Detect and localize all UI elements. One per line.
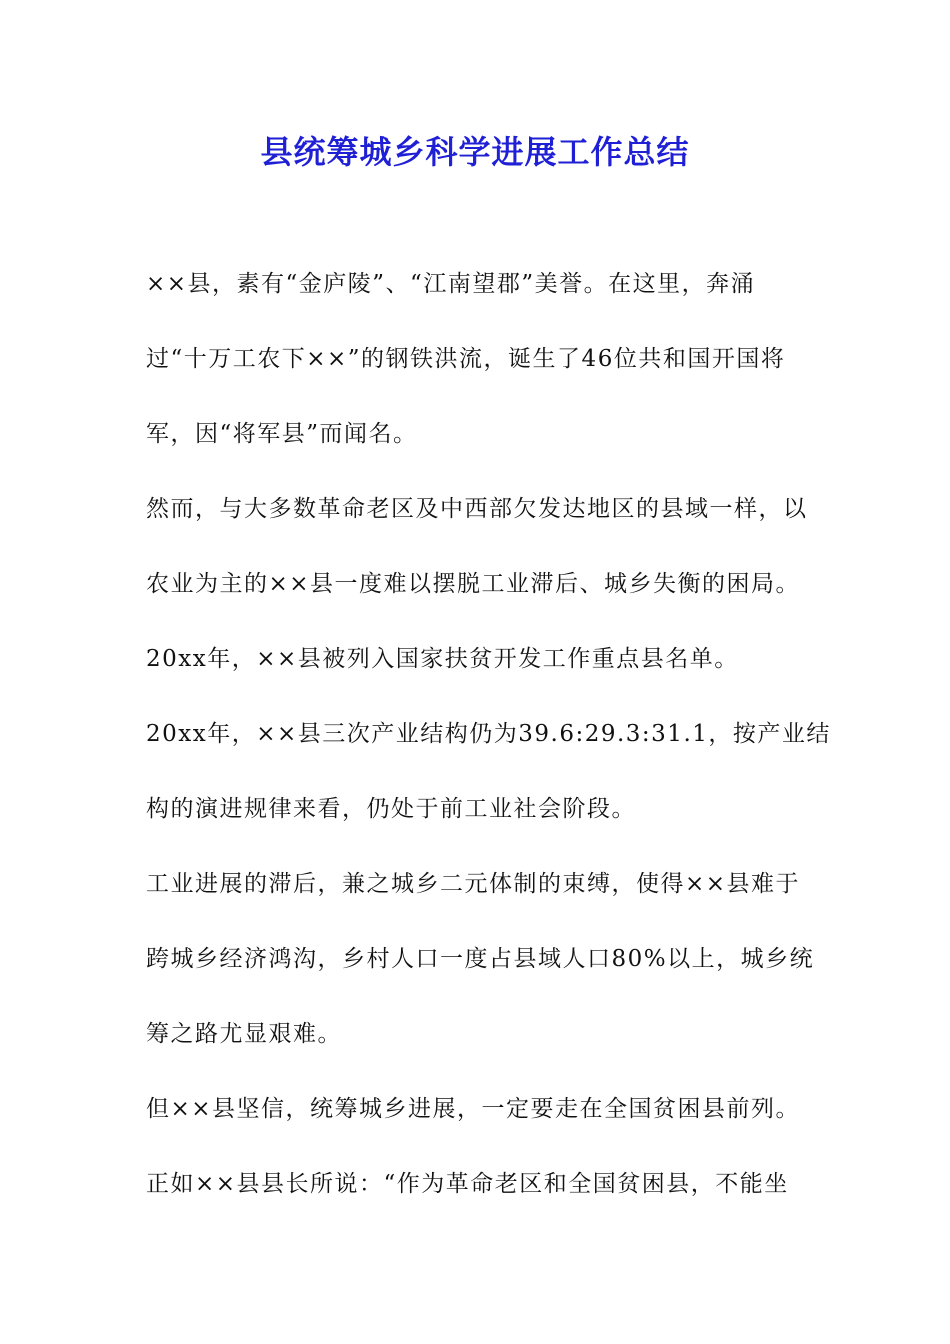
body-line: 军，因“将军县”而闻名。	[146, 421, 418, 447]
body-line: 农业为主的××县一度难以摆脱工业滞后、城乡失衡的困局。	[146, 571, 801, 597]
document-title: 县统筹城乡科学进展工作总结	[260, 133, 690, 171]
body-line: 正如××县县长所说：“作为革命老区和全国贫困县，不能坐	[146, 1171, 789, 1197]
body-line: 构的演进规律来看，仍处于前工业社会阶段。	[146, 796, 636, 822]
body-line: ××县，素有“金庐陵”、“江南望郡”美誉。在这里，奔涌	[146, 271, 756, 297]
body-line: 跨城乡经济鸿沟，乡村人口一度占县域人口80%以上，城乡统	[146, 946, 815, 972]
body-line: 20xx年，××县三次产业结构仍为39.6:29.3:31.1，按产业结	[146, 721, 831, 747]
body-line: 过“十万工农下××”的钢铁洪流，诞生了46位共和国开国将	[146, 346, 786, 372]
document-body	[146, 262, 831, 1237]
body-line: 工业进展的滞后，兼之城乡二元体制的束缚，使得××县难于	[146, 871, 801, 897]
body-line: 20xx年，××县被列入国家扶贫开发工作重点县名单。	[146, 646, 739, 672]
body-line: 但××县坚信，统筹城乡进展，一定要走在全国贫困县前列。	[146, 1096, 801, 1122]
body-line: 然而，与大多数革命老区及中西部欠发达地区的县域一样，以	[146, 496, 808, 522]
body-line: 筹之路尤显艰难。	[146, 1021, 342, 1047]
